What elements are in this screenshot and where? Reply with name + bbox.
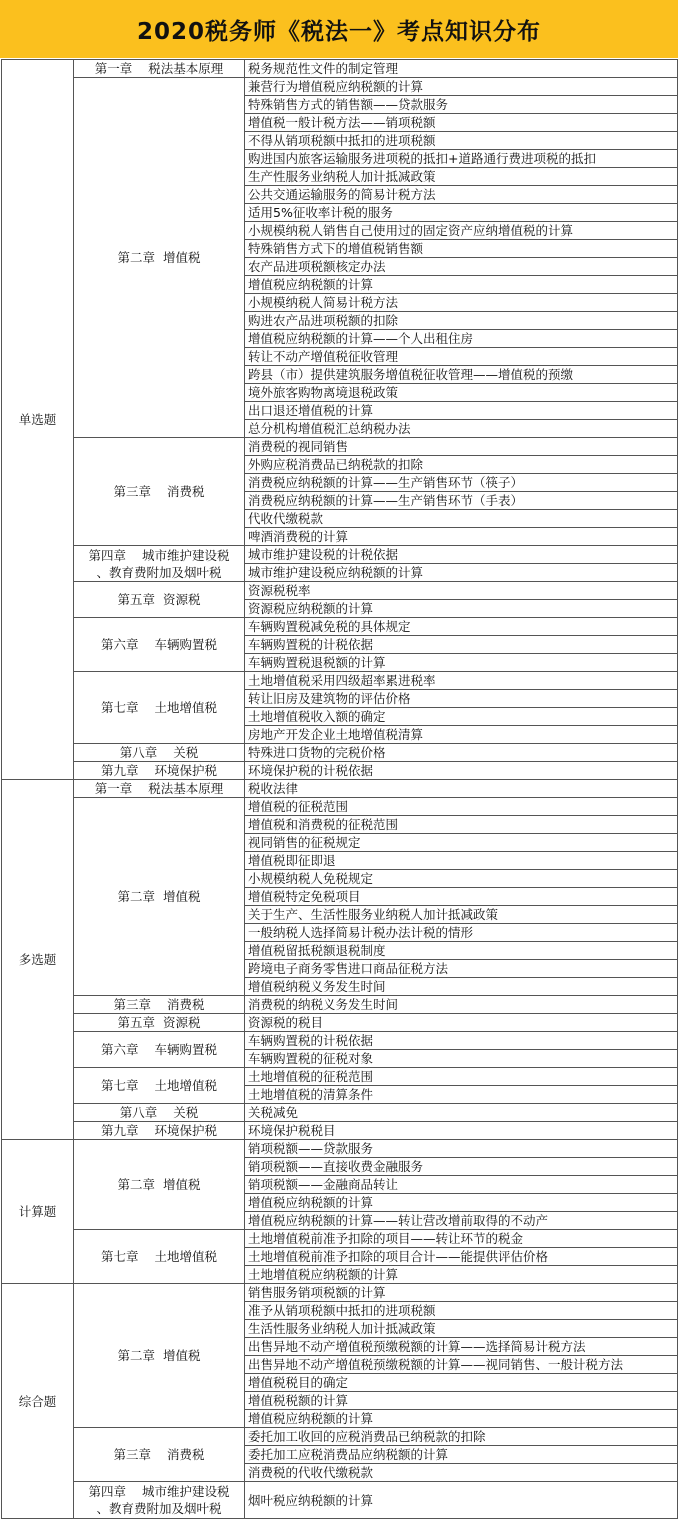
chapter-cell: 第七章 土地增值税 — [74, 1230, 245, 1284]
knowledge-point-cell: 小规模纳税人简易计税方法 — [245, 294, 678, 312]
table-row — [2, 1122, 678, 1140]
table-row — [2, 1482, 678, 1519]
knowledge-point-cell: 增值税即征即退 — [245, 852, 678, 870]
knowledge-point-cell: 车辆购置税退税额的计算 — [245, 654, 678, 672]
chapter-cell: 第二章 增值税 — [74, 78, 245, 438]
knowledge-point-cell: 土地增值税应纳税额的计算 — [245, 1266, 678, 1284]
chapter-cell: 第六章 车辆购置税 — [74, 618, 245, 672]
knowledge-point-cell: 增值税应纳税额的计算 — [245, 276, 678, 294]
page-title: 2020税务师《税法一》考点知识分布 — [0, 0, 678, 58]
knowledge-point-cell: 关税减免 — [245, 1104, 678, 1122]
knowledge-point-cell: 土地增值税的清算条件 — [245, 1086, 678, 1104]
knowledge-point-cell: 资源税税率 — [245, 582, 678, 600]
knowledge-point-cell: 委托加工收回的应税消费品已纳税款的扣除 — [245, 1428, 678, 1446]
knowledge-point-cell: 增值税应纳税额的计算——个人出租住房 — [245, 330, 678, 348]
table-row — [2, 78, 678, 96]
knowledge-point-cell: 增值税留抵税额退税制度 — [245, 942, 678, 960]
knowledge-point-cell: 增值税特定免税项目 — [245, 888, 678, 906]
table-row — [2, 1140, 678, 1158]
knowledge-point-cell: 资源税的税目 — [245, 1014, 678, 1032]
table-row — [2, 1104, 678, 1122]
chapter-cell: 第二章 增值税 — [74, 1284, 245, 1428]
knowledge-point-cell: 公共交通运输服务的简易计税方法 — [245, 186, 678, 204]
knowledge-point-cell: 土地增值税采用四级超率累进税率 — [245, 672, 678, 690]
knowledge-point-cell: 消费税的代收代缴税款 — [245, 1464, 678, 1482]
knowledge-point-cell: 兼营行为增值税应纳税额的计算 — [245, 78, 678, 96]
knowledge-point-cell: 消费税的纳税义务发生时间 — [245, 996, 678, 1014]
knowledge-point-cell: 税务规范性文件的制定管理 — [245, 60, 678, 78]
chapter-cell: 第五章 资源税 — [74, 582, 245, 618]
knowledge-point-cell: 增值税的征税范围 — [245, 798, 678, 816]
knowledge-point-cell: 生活性服务业纳税人加计抵减政策 — [245, 1320, 678, 1338]
knowledge-point-cell: 农产品进项税额核定办法 — [245, 258, 678, 276]
chapter-cell: 第三章 消费税 — [74, 996, 245, 1014]
table-row — [2, 60, 678, 78]
knowledge-point-cell: 委托加工应税消费品应纳税额的计算 — [245, 1446, 678, 1464]
question-type-cell: 多选题 — [2, 780, 74, 1140]
knowledge-point-cell: 增值税和消费税的征税范围 — [245, 816, 678, 834]
chapter-cell: 第九章 环境保护税 — [74, 1122, 245, 1140]
table-row — [2, 1230, 678, 1248]
knowledge-point-cell: 土地增值税的征税范围 — [245, 1068, 678, 1086]
table-row — [2, 762, 678, 780]
knowledge-point-cell: 车辆购置税的征税对象 — [245, 1050, 678, 1068]
table-body — [2, 60, 678, 1519]
knowledge-point-cell: 烟叶税应纳税额的计算 — [245, 1482, 678, 1519]
chapter-cell: 第四章 城市维护建设税 、教育费附加及烟叶税 — [74, 1482, 245, 1519]
knowledge-point-cell: 消费税的视同销售 — [245, 438, 678, 456]
knowledge-point-cell: 外购应税消费品已纳税款的扣除 — [245, 456, 678, 474]
knowledge-point-cell: 代收代缴税款 — [245, 510, 678, 528]
knowledge-point-cell: 特殊进口货物的完税价格 — [245, 744, 678, 762]
question-type-cell: 综合题 — [2, 1284, 74, 1519]
chapter-cell: 第一章 税法基本原理 — [74, 60, 245, 78]
knowledge-point-cell: 资源税应纳税额的计算 — [245, 600, 678, 618]
chapter-cell: 第八章 关税 — [74, 1104, 245, 1122]
knowledge-point-cell: 视同销售的征税规定 — [245, 834, 678, 852]
knowledge-point-cell: 土地增值税收入额的确定 — [245, 708, 678, 726]
question-type-cell: 计算题 — [2, 1140, 74, 1284]
table-row — [2, 672, 678, 690]
knowledge-point-cell: 土地增值税前准予扣除的项目合计——能提供评估价格 — [245, 1248, 678, 1266]
table-row — [2, 996, 678, 1014]
knowledge-point-cell: 车辆购置税的计税依据 — [245, 1032, 678, 1050]
knowledge-point-cell: 关于生产、生活性服务业纳税人加计抵减政策 — [245, 906, 678, 924]
knowledge-point-cell: 增值税一般计税方法——销项税额 — [245, 114, 678, 132]
knowledge-point-cell: 跨境电子商务零售进口商品征税方法 — [245, 960, 678, 978]
chapter-cell: 第二章 增值税 — [74, 1140, 245, 1230]
chapter-cell: 第三章 消费税 — [74, 1428, 245, 1482]
chapter-cell: 第一章 税法基本原理 — [74, 780, 245, 798]
knowledge-point-cell: 转让不动产增值税征收管理 — [245, 348, 678, 366]
table-row — [2, 1428, 678, 1446]
knowledge-point-cell: 销项税额——直接收费金融服务 — [245, 1158, 678, 1176]
table-row — [2, 582, 678, 600]
chapter-cell: 第六章 车辆购置税 — [74, 1032, 245, 1068]
knowledge-point-cell: 一般纳税人选择简易计税办法计税的情形 — [245, 924, 678, 942]
knowledge-point-cell: 土地增值税前准予扣除的项目——转让环节的税金 — [245, 1230, 678, 1248]
knowledge-point-cell: 特殊销售方式的销售额——贷款服务 — [245, 96, 678, 114]
knowledge-point-cell: 不得从销项税额中抵扣的进项税额 — [245, 132, 678, 150]
table-row — [2, 780, 678, 798]
knowledge-point-cell: 增值税应纳税额的计算 — [245, 1194, 678, 1212]
knowledge-point-cell: 消费税应纳税额的计算——生产销售环节（筷子） — [245, 474, 678, 492]
knowledge-point-cell: 车辆购置税减免税的具体规定 — [245, 618, 678, 636]
knowledge-point-cell: 环境保护税的计税依据 — [245, 762, 678, 780]
chapter-cell: 第三章 消费税 — [74, 438, 245, 546]
knowledge-point-cell: 购进国内旅客运输服务进项税的抵扣+道路通行费进项税的抵扣 — [245, 150, 678, 168]
knowledge-point-cell: 生产性服务业纳税人加计抵减政策 — [245, 168, 678, 186]
knowledge-point-cell: 转让旧房及建筑物的评估价格 — [245, 690, 678, 708]
knowledge-point-cell: 境外旅客购物离境退税政策 — [245, 384, 678, 402]
knowledge-point-cell: 增值税纳税义务发生时间 — [245, 978, 678, 996]
knowledge-point-cell: 总分机构增值税汇总纳税办法 — [245, 420, 678, 438]
knowledge-point-cell: 城市维护建设税应纳税额的计算 — [245, 564, 678, 582]
knowledge-point-cell: 适用5%征收率计税的服务 — [245, 204, 678, 222]
chapter-cell: 第七章 土地增值税 — [74, 1068, 245, 1104]
knowledge-point-cell: 小规模纳税人免税规定 — [245, 870, 678, 888]
knowledge-point-cell: 出售异地不动产增值税预缴税额的计算——视同销售、一般计税方法 — [245, 1356, 678, 1374]
chapter-cell: 第七章 土地增值税 — [74, 672, 245, 744]
knowledge-point-cell: 小规模纳税人销售自己使用过的固定资产应纳增值税的计算 — [245, 222, 678, 240]
knowledge-point-cell: 销售服务销项税额的计算 — [245, 1284, 678, 1302]
table-row — [2, 1032, 678, 1050]
knowledge-point-cell: 增值税应纳税额的计算——转让营改增前取得的不动产 — [245, 1212, 678, 1230]
table-row — [2, 744, 678, 762]
knowledge-point-cell: 销项税额——金融商品转让 — [245, 1176, 678, 1194]
knowledge-point-cell: 跨县（市）提供建筑服务增值税征收管理——增值税的预缴 — [245, 366, 678, 384]
knowledge-point-cell: 增值税税目的确定 — [245, 1374, 678, 1392]
knowledge-point-cell: 增值税应纳税额的计算 — [245, 1410, 678, 1428]
knowledge-point-cell: 城市维护建设税的计税依据 — [245, 546, 678, 564]
knowledge-point-cell: 环境保护税税目 — [245, 1122, 678, 1140]
table-row — [2, 798, 678, 816]
table-row — [2, 546, 678, 564]
knowledge-point-cell: 出口退还增值税的计算 — [245, 402, 678, 420]
table-row — [2, 1014, 678, 1032]
question-type-cell: 单选题 — [2, 60, 74, 780]
knowledge-point-cell: 准予从销项税额中抵扣的进项税额 — [245, 1302, 678, 1320]
table-row — [2, 1068, 678, 1086]
knowledge-point-cell: 销项税额——贷款服务 — [245, 1140, 678, 1158]
chapter-cell: 第八章 关税 — [74, 744, 245, 762]
knowledge-point-cell: 出售异地不动产增值税预缴税额的计算——选择简易计税方法 — [245, 1338, 678, 1356]
table-row — [2, 618, 678, 636]
knowledge-point-cell: 税收法律 — [245, 780, 678, 798]
knowledge-point-cell: 啤酒消费税的计算 — [245, 528, 678, 546]
table-row — [2, 438, 678, 456]
knowledge-point-cell: 增值税税额的计算 — [245, 1392, 678, 1410]
chapter-cell: 第四章 城市维护建设税 、教育费附加及烟叶税 — [74, 546, 245, 582]
knowledge-point-cell: 房地产开发企业土地增值税清算 — [245, 726, 678, 744]
knowledge-point-cell: 车辆购置税的计税依据 — [245, 636, 678, 654]
chapter-cell: 第二章 增值税 — [74, 798, 245, 996]
knowledge-point-cell: 购进农产品进项税额的扣除 — [245, 312, 678, 330]
table-row — [2, 1284, 678, 1302]
knowledge-point-cell: 消费税应纳税额的计算——生产销售环节（手表） — [245, 492, 678, 510]
knowledge-table — [1, 59, 678, 1519]
knowledge-point-cell: 特殊销售方式下的增值税销售额 — [245, 240, 678, 258]
chapter-cell: 第五章 资源税 — [74, 1014, 245, 1032]
chapter-cell: 第九章 环境保护税 — [74, 762, 245, 780]
